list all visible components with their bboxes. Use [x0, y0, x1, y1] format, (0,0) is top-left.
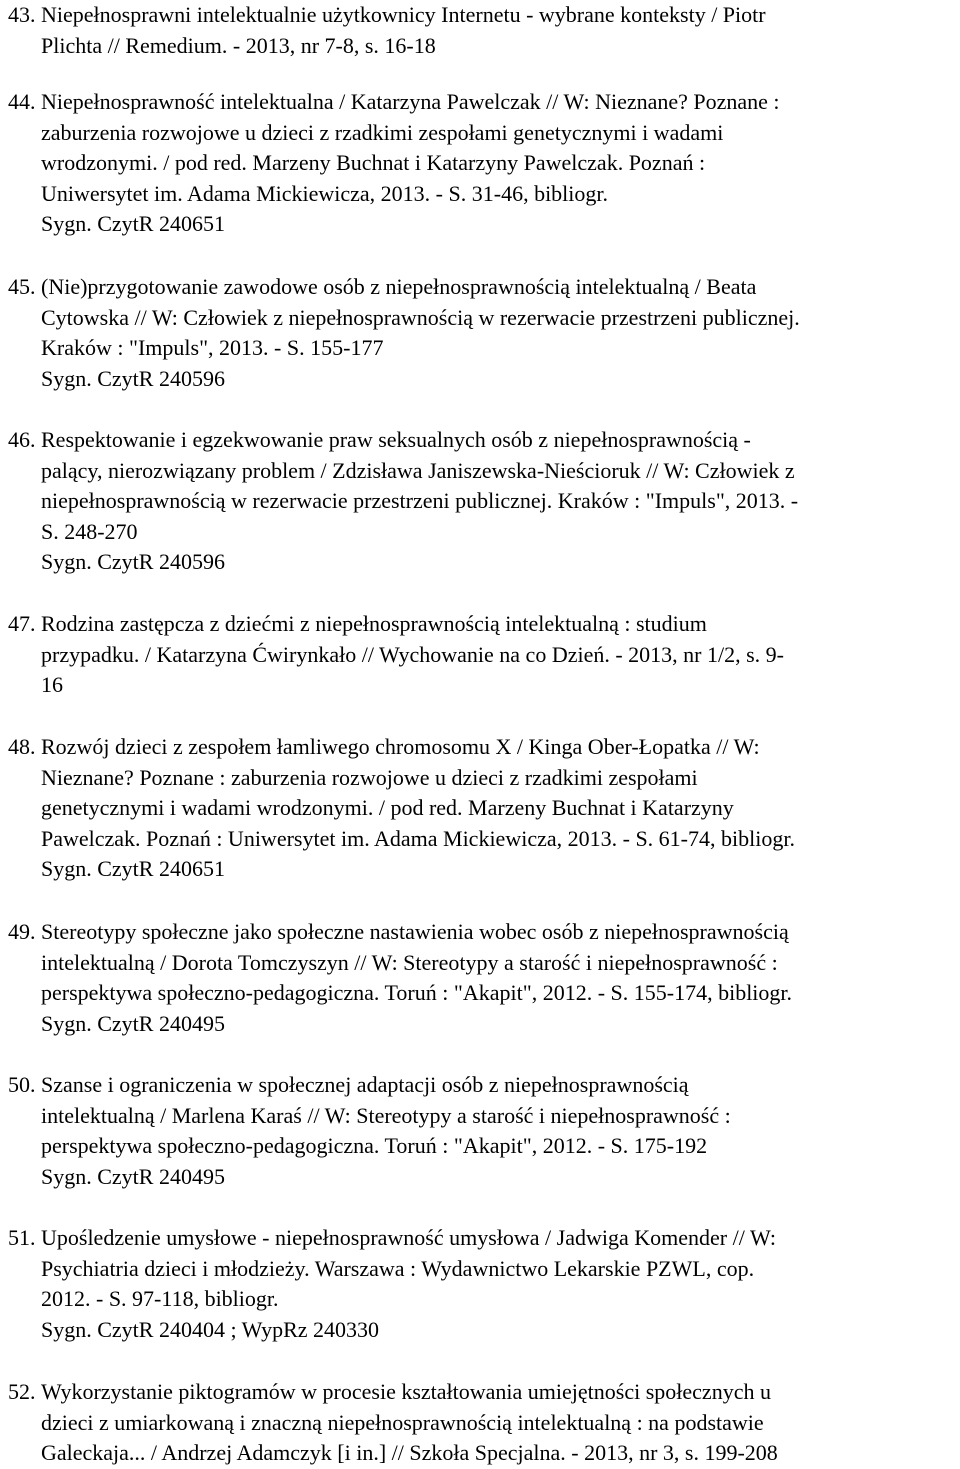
- entry-line: 2012. - S. 97-118, bibliogr.: [41, 1286, 279, 1311]
- entry-number: 48.: [8, 734, 36, 759]
- entry-line: Uniwersytet im. Adama Mickiewicza, 2013. - S. 31-46, bibliogr.: [41, 180, 609, 206]
- call-number: Sygn. CzytR 240596: [41, 365, 225, 391]
- entry-line: perspektywa społeczno-pedagogiczna. Toruń : "Akapit", 2012. - S. 155-174, bibliogr.: [41, 980, 793, 1005]
- entry-text: [41, 0, 960, 61]
- entry-line: S. 248-270: [41, 518, 138, 544]
- entry-text: [41, 87, 960, 240]
- entry-number: 49.: [8, 919, 36, 944]
- entry-number: 47.: [8, 611, 36, 636]
- call-number: Sygn. CzytR 240495: [41, 1010, 225, 1036]
- entry-line: Rodzina zastępcza z dziećmi z niepełnosprawnością intelektualną : studium: [41, 611, 707, 636]
- entry-text: [41, 917, 960, 1039]
- entry-line: palący, nierozwiązany problem / Zdzisława Janiszewska-Nieścioruk // W: Człowiek z: [41, 457, 795, 483]
- entry-line: przypadku. / Katarzyna Ćwirynkało // Wychowanie na co Dzień. - 2013, nr 1/2, s. 9-: [41, 641, 785, 667]
- entry-number: 51.: [8, 1225, 36, 1250]
- entry-line: Respektowanie i egzekwowanie praw seksualnych osób z niepełnosprawnością -: [41, 427, 751, 452]
- entry-line: Psychiatria dzieci i młodzieży. Warszawa : Wydawnictwo Lekarskie PZWL, cop.: [41, 1255, 755, 1281]
- call-number: Sygn. CzytR 240651: [41, 211, 225, 236]
- call-number: Sygn. CzytR 240596: [41, 549, 225, 574]
- entry-line: Galeckaja... / Andrzej Adamczyk [i in.] // Szkoła Specjalna. - 2013, nr 3, s. 199-208: [41, 1440, 778, 1465]
- entry-text: [41, 272, 960, 394]
- call-number: Sygn. CzytR 240404 ; WypRz 240330: [41, 1316, 380, 1342]
- entry-text: [41, 1070, 960, 1192]
- entry-number: 43.: [8, 2, 36, 27]
- entry-line: Nieznane? Poznane : zaburzenia rozwojowe u dzieci z rzadkimi zespołami: [41, 764, 698, 790]
- entry-line: niepełnosprawnością w rezerwacie przestrzeni publicznej. Kraków : "Impuls", 2013. -: [41, 488, 799, 513]
- entry-line: intelektualną / Marlena Karaś // W: Stereotypy a starość i niepełnosprawność :: [41, 1102, 731, 1128]
- entry-line: perspektywa społeczno-pedagogiczna. Toruń : "Akapit", 2012. - S. 175-192: [41, 1133, 708, 1158]
- entry-line: Pawelczak. Poznań : Uniwersytet im. Adama Mickiewicza, 2013. - S. 61-74, bibliogr.: [41, 825, 795, 851]
- entry-text: [41, 1223, 960, 1345]
- entry-line: Rozwój dzieci z zespołem łamliwego chromosomu X / Kinga Ober-Łopatka // W:: [41, 734, 760, 759]
- entry-line: genetycznymi i wadami wrodzonymi. / pod red. Marzeny Buchnat i Katarzyny: [41, 795, 734, 820]
- entry-number: 50.: [8, 1072, 36, 1097]
- entry-line: Niepełnosprawność intelektualna / Katarzyna Pawelczak // W: Nieznane? Poznane :: [41, 89, 780, 114]
- entry-text: [41, 732, 960, 885]
- entry-line: dzieci z umiarkowaną i znaczną niepełnosprawnością intelektualną : na podstawie: [41, 1409, 764, 1435]
- entry-line: (Nie)przygotowanie zawodowe osób z niepełnosprawnością intelektualną / Beata: [41, 274, 757, 299]
- entry-number: 44.: [8, 89, 36, 114]
- entry-number: 46.: [8, 427, 36, 452]
- entry-line: Wykorzystanie piktogramów w procesie kształtowania umiejętności społecznych u: [41, 1379, 771, 1404]
- entry-text: [41, 609, 960, 701]
- entry-line: Cytowska // W: Człowiek z niepełnosprawnością w rezerwacie przestrzeni publicznej.: [41, 304, 800, 330]
- entry-line: wrodzonymi. / pod red. Marzeny Buchnat i Katarzyny Pawelczak. Poznań :: [41, 150, 706, 175]
- entry-line: Szanse i ograniczenia w społecznej adaptacji osób z niepełnosprawnością: [41, 1072, 689, 1097]
- entry-line: Stereotypy społeczne jako społeczne nastawienia wobec osób z niepełnosprawnością: [41, 919, 789, 944]
- entry-line: Plichta // Remedium. - 2013, nr 7-8, s. 16-18: [41, 32, 436, 58]
- entry-text: [41, 425, 960, 578]
- entry-number: 45.: [8, 274, 36, 299]
- entry-line: Niepełnosprawni intelektualnie użytkownicy Internetu - wybrane konteksty / Piotr: [41, 2, 766, 27]
- entry-line: zaburzenia rozwojowe u dzieci z rzadkimi zespołami genetycznymi i wadami: [41, 119, 724, 145]
- entry-line: 16: [41, 672, 63, 697]
- entry-text: [41, 1377, 960, 1469]
- call-number: Sygn. CzytR 240651: [41, 856, 225, 881]
- entry-number: 52.: [8, 1379, 36, 1404]
- call-number: Sygn. CzytR 240495: [41, 1163, 225, 1189]
- entry-line: intelektualną / Dorota Tomczyszyn // W: Stereotypy a starość i niepełnosprawność :: [41, 949, 778, 975]
- entry-line: Kraków : "Impuls", 2013. - S. 155-177: [41, 335, 384, 360]
- entry-line: Upośledzenie umysłowe - niepełnosprawność umysłowa / Jadwiga Komender // W:: [41, 1225, 777, 1250]
